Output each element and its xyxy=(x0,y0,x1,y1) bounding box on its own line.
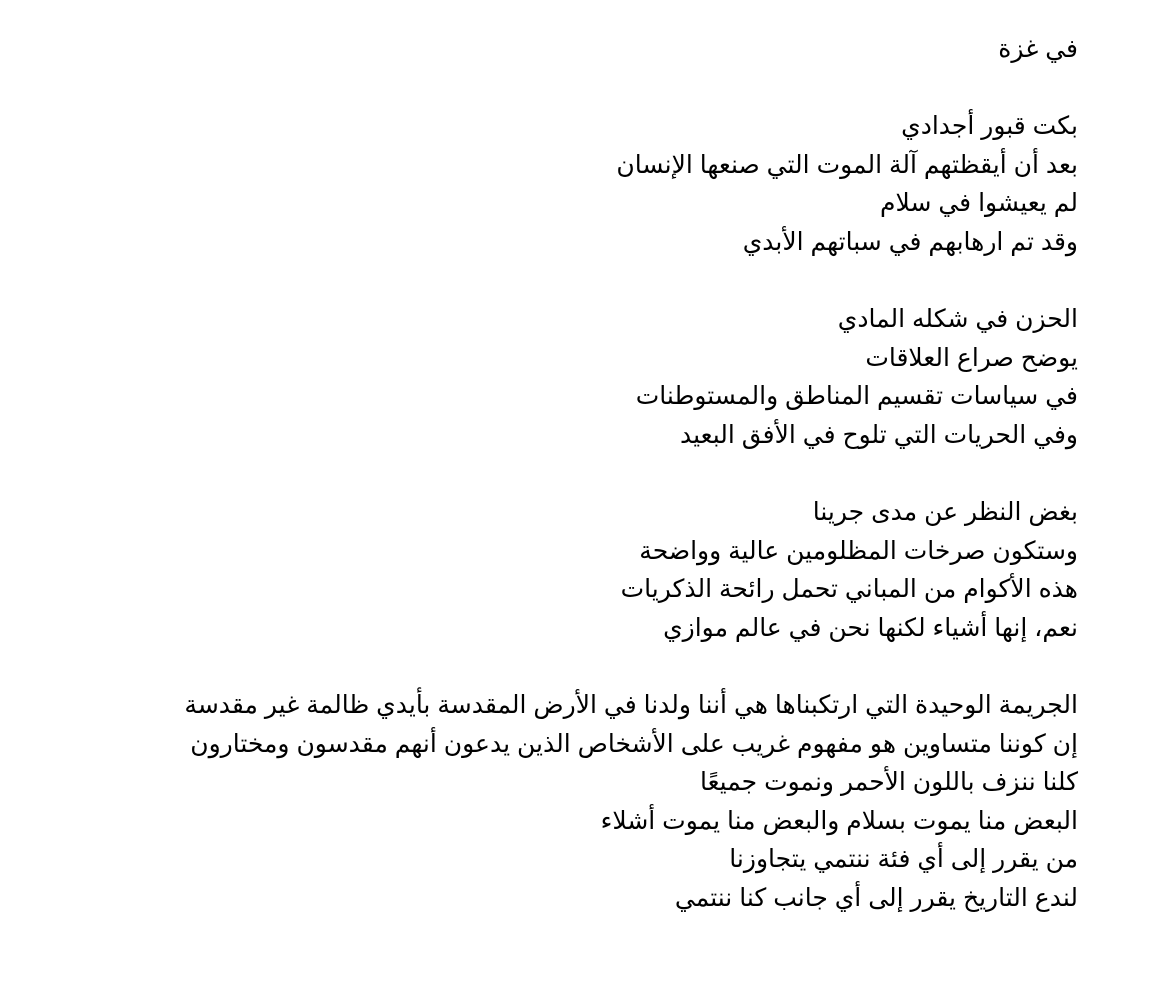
poem-line: يوضح صراع العلاقات xyxy=(865,343,1078,372)
poem-line: وفي الحريات التي تلوح في الأفق البعيد xyxy=(680,420,1078,449)
stanza-3 xyxy=(118,493,1078,647)
stanza-4 xyxy=(118,686,1078,918)
poem-line: الحزن في شكله المادي xyxy=(837,305,1078,334)
poem-line: نعم، إنها أشياء لكنها نحن في عالم موازي xyxy=(663,613,1078,642)
poem-line: بغض النظر عن مدى جرينا xyxy=(812,498,1078,527)
poem-title: في غزة xyxy=(998,35,1078,63)
poem-line: البعض منا يموت بسلام والبعض منا يموت أشلاء xyxy=(600,806,1078,835)
poem-line: كلنا ننزف باللون الأحمر ونموت جميعًا xyxy=(700,768,1078,797)
stanza-2 xyxy=(118,300,1078,454)
poem-line: في سياسات تقسيم المناطق والمستوطنات xyxy=(635,382,1078,411)
poem-line: لم يعيشوا في سلام xyxy=(880,189,1078,218)
poem-line: من يقرر إلى أي فئة ننتمي يتجاوزنا xyxy=(729,845,1078,874)
poem-line: وستكون صرخات المظلومين عالية وواضحة xyxy=(639,536,1078,565)
poem-line: وقد تم ارهابهم في سباتهم الأبدي xyxy=(742,227,1078,256)
poem-line: بكت قبور أجدادي xyxy=(901,112,1078,141)
poem-line: لندع التاريخ يقرر إلى أي جانب كنا ننتمي xyxy=(674,884,1078,913)
poem-line: بعد أن أيقظتهم آلة الموت التي صنعها الإنسان xyxy=(616,150,1078,179)
poem-line: إن كوننا متساوين هو مفهوم غريب على الأشخاص الذين يدعون أنهم مقدسون ومختارون xyxy=(190,729,1078,758)
poem xyxy=(118,30,1078,918)
poem-line: الجريمة الوحيدة التي ارتكبناها هي أننا ولدنا في الأرض المقدسة بأيدي ظالمة غير مقدسة xyxy=(184,691,1078,720)
poem-line: هذه الأكوام من المباني تحمل رائحة الذكريات xyxy=(620,575,1078,604)
stanza-1 xyxy=(118,107,1078,261)
